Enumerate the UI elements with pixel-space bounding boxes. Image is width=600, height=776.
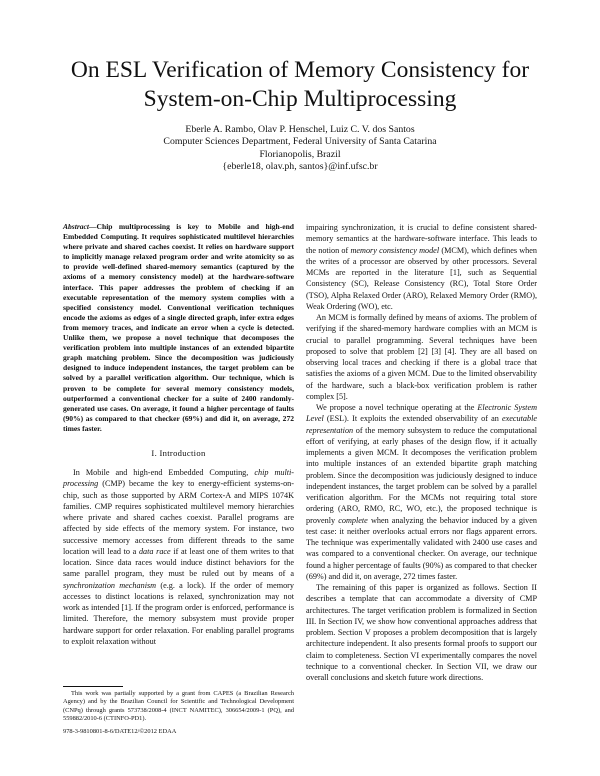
body-text: of the memory subsystem to reduce the computational effort of verifying, at early phases of the design flow, if it actually implements a given MCM. It decomposes the verification problem into multiple instances of an extended bipartite graph matching problem. Since the decomposition was judiciously designed to induce independent instances, the target problem can be solved by a parallel verification algorithm. For the MCMs not requiring total store ordering (ARO, RMO, RC, WO, etc.), the proposed technique is provenly — [306, 425, 537, 525]
intro-emphasis: data race — [138, 546, 171, 556]
body-paragraph: The remaining of this paper is organized as follows. Section II describes a template that can accommodate a diversity of CMP architectures. The target verification problem is formalized in Section III. In Section IV, we show how conventional approaches address that problem. Section V proposes a problem decomposition that is largely architecture independent. It also presents formal proofs to support our claim to completeness. Section VI experimentally compares the novel technique to a conventional checker. In Section VII, we draw our overall conclusions and sketch future work directions. — [306, 583, 537, 682]
intro-text: (CMP) became the key to energy-efficient systems-on-chip, such as those supported by ARM Cortex-A and MIPS 1074K families. CMP requires sophisticated multilevel memory hierarchies where private and shared caches coexist. Parallel programs are affected by side effects of the memory system. For instance, two successive memory accesses from different threads to the same location will lead to a — [63, 479, 294, 556]
section-heading-introduction: I. Introduction — [151, 447, 206, 458]
author-emails: {eberle18, olav.ph, santos}@inf.ufsc.br — [222, 160, 378, 172]
footnote-rule — [63, 686, 123, 687]
intro-text: (e.g. a lock). If the order of memory accesses to distinct locations is relaxed, synchronization may not work as intended [1]. If the program order is enforced, performance is limited. Therefore, the memory subsystem must provide proper hardware support for order relaxation. For enabling parallel programs to exploit relaxation without — [63, 580, 294, 646]
author-names: Eberle A. Rambo, Olav P. Henschel, Luiz C. V. dos Santos — [185, 124, 415, 135]
author-block — [0, 124, 600, 173]
left-column — [63, 222, 294, 647]
copyright-line: 978-3-9810801-8-6/DATE12/©2012 EDAA — [63, 728, 177, 735]
abstract — [63, 222, 294, 434]
affiliation-city: Florianopolis, Brazil — [259, 148, 341, 160]
paper-title — [0, 56, 600, 114]
right-column — [306, 222, 537, 683]
body-paragraph — [306, 402, 537, 582]
body-emphasis: executable representation — [306, 414, 537, 435]
intro-paragraph — [63, 467, 294, 647]
intro-text: In Mobile and high-end Embedded Computing, — [73, 468, 255, 478]
intro-emphasis: chip multi-processing — [63, 468, 295, 489]
title-line-1: On ESL Verification of Memory Consistency for — [70, 57, 530, 83]
body-text: We propose a novel technique operating at the — [316, 403, 478, 412]
body-text: (ESL). It exploits the extended observability of an — [323, 414, 502, 424]
body-text: impairing synchronization, it is crucial to define consistent shared-memory semantics at the hardware-software interface. This leads to the notion of — [306, 223, 537, 255]
body-emphasis: memory consistency model — [350, 245, 440, 255]
body-paragraph — [306, 222, 537, 312]
title-line-2: System-on-Chip Multiprocessing — [143, 86, 457, 112]
body-emphasis: complete — [338, 515, 368, 525]
affiliation-dept: Computer Sciences Department, Federal University of Santa Catarina — [163, 136, 437, 148]
intro-text: if at least one of them writes to that location. Since data races would induce distinct behaviors for the same parallel program, they must be ruled out by means of a — [63, 546, 294, 579]
footnote — [63, 690, 294, 724]
intro-emphasis: synchronization mechanism — [63, 580, 157, 590]
body-text: (MCM), which defines when the writes of a processor are observed by other processors. Several MCMs are reported in the literature [1], such as Sequential Consistency (SC), Release Consistency (RC), Total Store Order (TSO), Alpha Relaxed Order (ARO), Relaxed Memory Order (RMO), Weak Ordering (WO), etc. — [306, 245, 537, 311]
body-text: when analyzing the behavior induced by a given test case: it neither overlooks actual errors nor flags apparent errors. The technique was experimentally validated with 2400 use cases and was compared to a conventional checker. On average, our technique found a higher percentage of faults (90%) as compared to that checker (69%) and did it, on average, 272 times faster. — [306, 515, 538, 581]
abstract-label: Abstract — [63, 222, 89, 231]
body-paragraph: An MCM is formally defined by means of axioms. The problem of verifying if the shared-memory hardware complies with an MCM is crucial to parallel programming. Several techniques have been proposed to solve that problem [2] [3] [4]. They are all based on observing local traces and checking if there is a global trace that satisfies the axioms of a given MCM. Due to the limited observability of the hardware, such a black-box verification problem is rather complex [5]. — [306, 313, 537, 401]
abstract-text: —Chip multiprocessing is key to Mobile and high-end Embedded Computing. It requires sophisticated multilevel hierarchies where private and shared caches coexist. It relies on hardware support to implicitly manage relaxed program order and write atomicity so as to provide well-defined shared-memory semantics (captured by the axioms of a memory consistency model) at the hardware-software interface. This paper addresses the problem of checking if an executable representation of the memory system complies with a specified consistency model. Conventional verification techniques encode the axioms as edges of a single directed graph, infer extra edges from memory traces, and indicate an error when a cycle is detected. Unlike them, we propose a novel technique that decomposes the verification problem into multiple instances of an extended bipartite graph matching problem. Since the decomposition was judiciously designed to induce independent instances, the target problem can be solved by a parallel verification algorithm. Our technique, which is proven to be complete for several memory consistency models, outperformed a conventional checker for a suite of 2400 randomly-generated use cases. On average, it found a higher percentage of faults (90%) as compared to that checker (69%) and did it, on average, 272 times faster. — [63, 222, 294, 433]
body-emphasis: Electronic System Level — [306, 403, 537, 424]
footnote-text: This work was partially supported by a grant from CAPES (a Brazilian Research Agency) and by the Brazilian Council for Scientific and Technological Development (CNPq) through grants 573738/2008-4 (INCT NAMITEC), 306654/2009-1 (PQ), and 559882/2010-6 (CTINFO-PD1). — [63, 690, 294, 723]
